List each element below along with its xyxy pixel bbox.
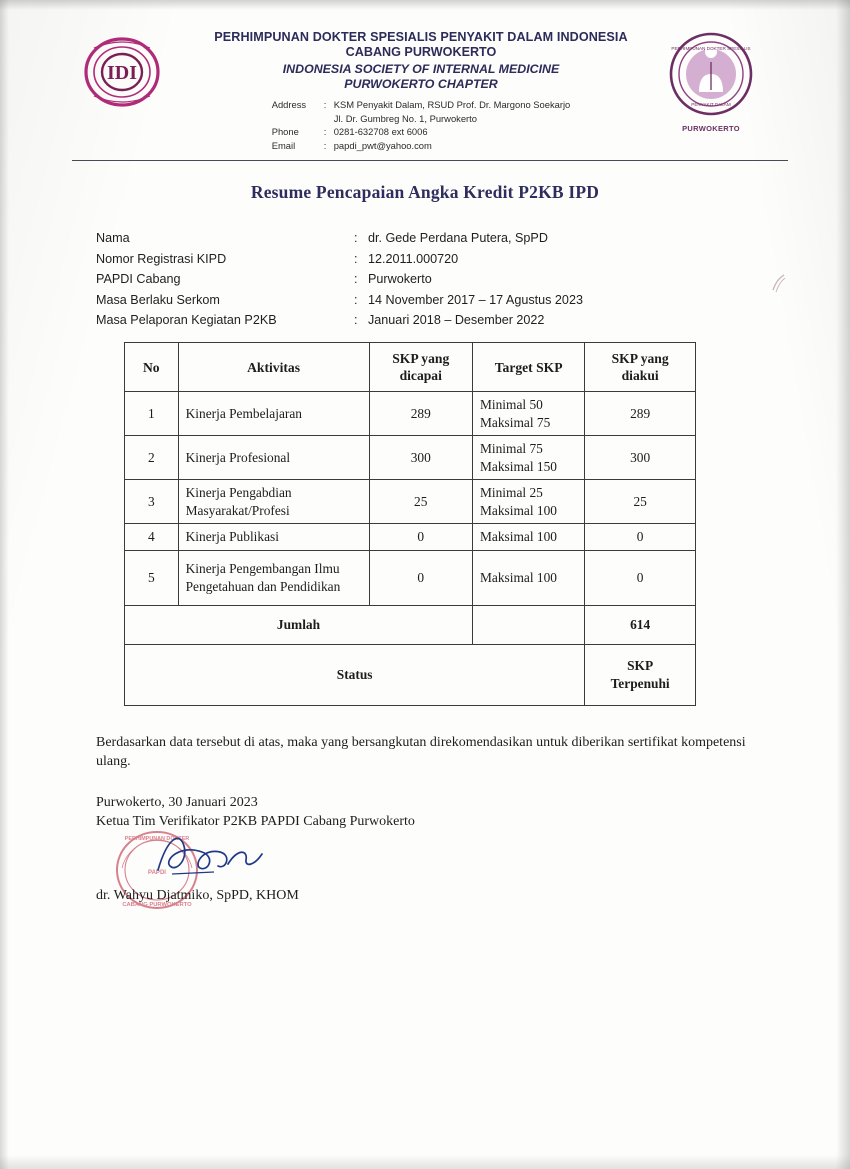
org-line-1: PERHIMPUNAN DOKTER SPESIALIS PENYAKIT DALAM INDONESIA <box>214 30 628 44</box>
th-aktivitas: Aktivitas <box>178 343 369 392</box>
cell-status-label: Status <box>125 644 585 705</box>
cell-aktivitas: Kinerja Pengabdian Masyarakat/Profesi <box>178 480 369 524</box>
contact-row <box>272 139 571 153</box>
cell-aktivitas: Kinerja Profesional <box>178 436 369 480</box>
organization-heading <box>170 30 672 154</box>
contact-list <box>272 98 571 152</box>
contact-value: 0281-632708 ext 6006 <box>333 126 428 137</box>
svg-text:PERHIMPUNAN DOKTER: PERHIMPUNAN DOKTER <box>124 836 190 842</box>
identity-colon: : <box>354 272 358 287</box>
identity-label: Nomor Registrasi KIPD <box>96 251 227 266</box>
identity-row <box>96 249 583 270</box>
svg-text:PAPDI: PAPDI <box>148 870 166 876</box>
scan-edge-right <box>836 0 850 1169</box>
identity-row <box>96 228 583 249</box>
cell-no: 5 <box>125 550 179 605</box>
table-header-row <box>125 343 696 392</box>
cell-aktivitas: Kinerja Pembelajaran <box>178 392 369 436</box>
scan-edge-top <box>0 0 850 10</box>
identity-colon: : <box>354 251 358 266</box>
contact-row <box>272 125 571 139</box>
cell-skp-dicapai: 0 <box>369 524 472 551</box>
signer-role: Ketua Tim Verifikator P2KB PAPDI Cabang Purwokerto <box>96 814 415 829</box>
table-row-jumlah <box>125 605 696 644</box>
svg-text:IDI: IDI <box>106 62 138 84</box>
cell-target-skp: Maksimal 100 <box>472 524 584 551</box>
cell-skp-dicapai: 0 <box>369 550 472 605</box>
contact-label <box>272 112 324 126</box>
letterhead <box>70 26 792 151</box>
table-row <box>125 436 696 480</box>
contact-row <box>272 98 571 112</box>
cell-jumlah-value: 614 <box>585 605 696 644</box>
identity-colon: : <box>354 231 358 245</box>
contact-value: papdi_pwt@yahoo.com <box>333 139 432 151</box>
cell-target-skp: Minimal 50 Maksimal 75 <box>472 392 584 436</box>
signer-name: dr. Wahyu Djatmiko, SpPD, KHOM <box>96 888 299 903</box>
cell-status-value: SKP Terpenuhi <box>585 644 696 705</box>
cell-no: 4 <box>125 524 179 551</box>
identity-label: PAPDI Cabang <box>96 272 181 287</box>
cell-skp-dicapai: 25 <box>369 480 472 524</box>
svg-text:PERHIMPUNAN DOKTER SPESIALIS: PERHIMPUNAN DOKTER SPESIALIS <box>671 46 751 51</box>
table-row-status <box>125 644 696 705</box>
org-line-3: INDONESIA SOCIETY OF INTERNAL MEDICINE <box>282 62 560 76</box>
logo-caption: PURWOKERTO <box>682 124 740 133</box>
contact-block <box>170 92 672 154</box>
header-divider <box>72 160 788 161</box>
identity-label: Nama <box>96 231 130 245</box>
org-line-2: CABANG PURWOKERTO <box>345 45 497 59</box>
identity-value: 14 November 2017 – 17 Agustus 2023 <box>368 292 583 307</box>
cell-aktivitas: Kinerja Publikasi <box>178 524 369 551</box>
table-row <box>125 480 696 524</box>
table-body <box>125 392 696 706</box>
cell-jumlah-empty <box>472 605 584 644</box>
page-title: Resume Pencapaian Angka Kredit P2KB IPD <box>250 182 600 202</box>
scan-smudge <box>770 272 788 294</box>
scan-edge-left <box>0 0 9 1169</box>
cell-target-skp: Minimal 75 Maksimal 150 <box>472 436 584 480</box>
scan-edge-bottom <box>0 1155 850 1169</box>
table-row <box>125 524 696 551</box>
th-no: No <box>125 343 179 392</box>
identity-colon: : <box>354 313 358 328</box>
identity-label: Masa Berlaku Serkom <box>96 292 220 307</box>
contact-value: KSM Penyakit Dalam, RSUD Prof. Dr. Margono Soekarjo <box>333 99 571 110</box>
signature-block <box>96 793 415 831</box>
identity-colon: : <box>354 292 358 307</box>
identity-block <box>96 228 583 331</box>
cell-no: 3 <box>125 480 179 524</box>
papdi-logo-icon <box>84 34 160 110</box>
table-row <box>125 392 696 436</box>
svg-text:PENYAKIT DALAM: PENYAKIT DALAM <box>691 102 731 107</box>
credit-table <box>124 342 696 706</box>
cell-target-skp: Minimal 25 Maksimal 100 <box>472 480 584 524</box>
contact-separator: : <box>323 126 327 137</box>
identity-value: dr. Gede Perdana Putera, SpPD <box>368 231 548 245</box>
cell-skp-diakui: 25 <box>585 480 696 524</box>
handwritten-signature <box>150 826 280 886</box>
identity-value: Januari 2018 – Desember 2022 <box>368 313 545 328</box>
cell-no: 2 <box>125 436 179 480</box>
th-skp-diakui: SKP yang diakui <box>585 343 696 392</box>
credit-table-wrapper <box>124 342 696 706</box>
cell-skp-diakui: 289 <box>585 392 696 436</box>
identity-row <box>96 269 583 290</box>
identity-label: Masa Pelaporan Kegiatan P2KB <box>96 313 277 328</box>
contact-row <box>272 112 571 126</box>
cell-skp-diakui: 0 <box>585 524 696 551</box>
svg-text:CABANG PURWOKERTO: CABANG PURWOKERTO <box>122 902 192 908</box>
cell-skp-diakui: 0 <box>585 550 696 605</box>
identity-row <box>96 310 583 331</box>
cell-no: 1 <box>125 392 179 436</box>
papdi-purwokerto-logo-icon <box>666 32 756 133</box>
cell-aktivitas: Kinerja Pengembangan Ilmu Pengetahuan dan Pendidikan <box>178 550 369 605</box>
contact-label: Address <box>271 99 307 110</box>
place-date: Purwokerto, 30 Januari 2023 <box>96 795 258 810</box>
cell-target-skp: Maksimal 100 <box>472 550 584 605</box>
contact-separator: : <box>323 99 327 110</box>
cell-skp-dicapai: 300 <box>369 436 472 480</box>
cell-skp-diakui: 300 <box>585 436 696 480</box>
contact-value: Jl. Dr. Gumbreg No. 1, Purwokerto <box>333 112 477 124</box>
closing-paragraph: Berdasarkan data tersebut di atas, maka yang bersangkutan direkomendasikan untuk diberikan sertifikat kompetensi ulang. <box>96 735 746 769</box>
contact-label: Email <box>271 139 296 151</box>
contact-separator: : <box>323 139 327 151</box>
identity-value: Purwokerto <box>368 272 432 287</box>
identity-value: 12.2011.000720 <box>368 251 459 266</box>
org-line-4: PURWOKERTO CHAPTER <box>344 77 498 91</box>
contact-label: Phone <box>271 126 299 137</box>
contact-separator <box>324 112 334 126</box>
th-skp-dicapai: SKP yang dicapai <box>369 343 472 392</box>
identity-row <box>96 290 583 311</box>
th-target-skp: Target SKP <box>472 343 584 392</box>
cell-jumlah-label: Jumlah <box>125 605 473 644</box>
cell-skp-dicapai: 289 <box>369 392 472 436</box>
table-row <box>125 550 696 605</box>
